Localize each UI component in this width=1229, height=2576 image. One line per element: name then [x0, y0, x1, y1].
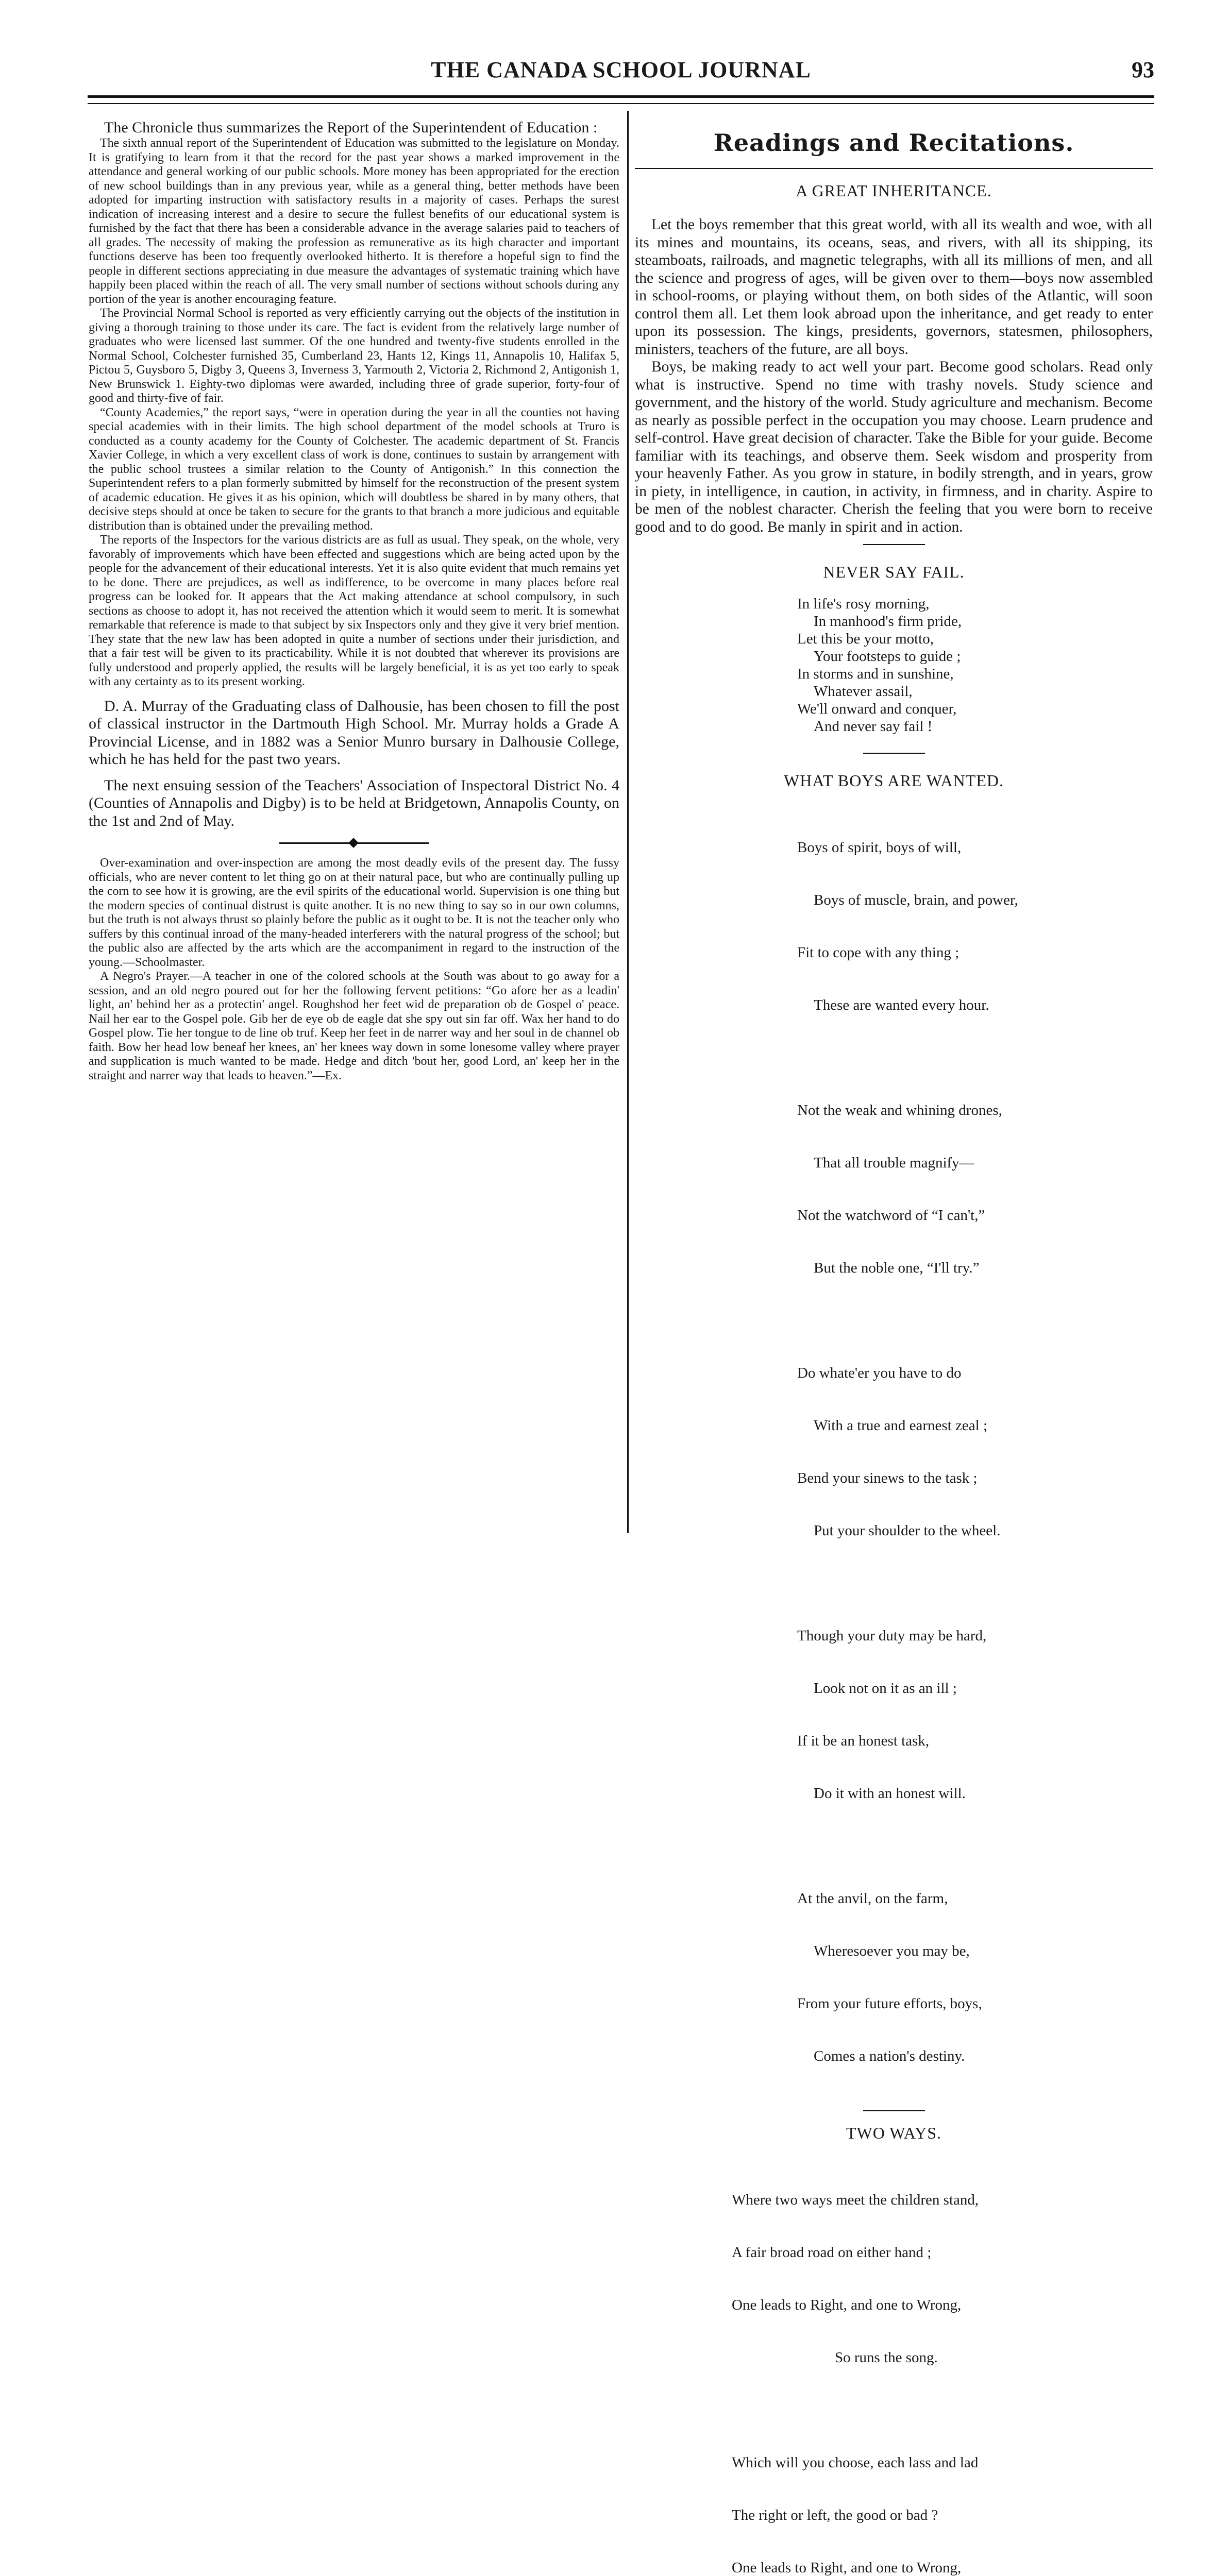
poem-two-ways — [732, 2156, 1153, 2576]
poem-line: One leads to Right, and one to Wrong, — [732, 2297, 962, 2313]
poem-line: We'll onward and conquer, — [797, 701, 957, 717]
journal-title: THE CANADA SCHOOL JOURNAL — [431, 57, 811, 82]
report-paragraph: The Provincial Normal School is reported as very efficiently carrying out the objects of the institution in giving a thorough training to those under its care. The fact is evident from the relatively large number of graduates who were licensed last summer. Of the one hundred and twenty-five students enrolled in the Normal School, Colchester furnished 35, Cumberland 23, Hants 12, Kings 11, Annapolis 10, Halifax 5, Pictou 5, Guysboro 5, Digby 3, Queens 3, Inverness 3, Yarmouth 2, Victoria 2, Richmond 2, Antigonish 1, New Brunswick 1. Eighty-two diplomas were awarded, including three of grade superior, forty-four of good and thirty-five of fair. — [89, 307, 619, 405]
heading-rule — [863, 753, 925, 754]
poem-line: That all trouble magnify— — [814, 1155, 974, 1171]
poem-line: The right or left, the good or bad ? — [732, 2507, 938, 2523]
poem-line: Not the watchword of “I can't,” — [797, 1207, 985, 1224]
poem-line: So runs the song. — [835, 2349, 938, 2366]
poem-never-say-fail — [797, 595, 1153, 735]
poem-line: Boys of spirit, boys of will, — [797, 839, 962, 856]
header-rule-thin — [88, 103, 1154, 104]
poem-line: Boys of muscle, brain, and power, — [814, 892, 1018, 908]
poem-line: In manhood's firm pride, — [814, 613, 962, 630]
poem-line: Not the weak and whining drones, — [797, 1102, 1002, 1118]
poem-line: With a true and earnest zeal ; — [814, 1417, 987, 1434]
heading-rule — [863, 2110, 925, 2111]
report-paragraph: The sixth annual report of the Superintendent of Education was submitted to the legislature on Monday. It is gratifying to learn from it that the record for the past year shows a marked improvement in the attendance and general working of our public schools. More money has been appropriated for the erection of new school buildings than in any previous year, while as a general thing, better methods have been adopted for imparting instruction with satisfactory results in a majority of cases. Perhaps the surest indication of increasing interest and a desire to secure the fullest benefits of our educational system is furnished by the fact that there has been a considerable advance in the average salaries paid to teachers of all grades. The necessity of making the profession as remunerative as its high character and important functions deserve has been too frequently overlooked hitherto. It is therefore a hopeful sign to find the people in different sections appreciating in due measure the advantages of systematic training which have happily been placed within the reach of all. The very small number of sections without schools during any portion of the year is another encouraging feature. — [89, 137, 619, 306]
negro-prayer-paragraph: A Negro's Prayer.—A teacher in one of the colored schools at the South was about to go away for a session, and an old negro poured out for her the following fervent petitions: “Go afore her as a leadin' light, an' behind her as a protectin' angel. Roughshod her feet wid de preparation ob de Gospel o' peace. Nail her ear to the Gospel pole. Gib her de eye ob de eagle dat she spy out sin far off. Wax her hand to do Gospel plow. Tie her tongue to de line ob truf. Keep her feet in de narrer way and her soul in de channel ob faith. Bow her head low beneaf her knees, an' her knees way down in some lonesome valley where prayer and supplication is much wanted to be made. Hedge and ditch 'bout her, good Lord, an' keep her in the straight and narrer way that leads to heaven.”—Ex. — [89, 970, 619, 1082]
right-column — [635, 118, 1153, 2576]
inheritance-paragraph: Boys, be making ready to act well your part. Become good scholars. Read only what is instructive. Spend no time with trashy novels. Study science and government, and the history of the world. Study agriculture and mechanism. Become as nearly as possible perfect in the occupation you may choose. Learn prudence and self-control. Have great decision of character. Take the Bible for your guide. Become familiar with its teachings, and observe them. Seek wisdom and prosperity from your heavenly Father. As you grow in stature, in bodily strength, and in years, grow in piety, in intelligence, in caution, in activity, in firmness, and in charity. Aspire to be men of the noblest character. Cherish the feeling that you were born to receive good and to do good. Be manly in spirit and in action. — [635, 359, 1153, 535]
poem-line: Comes a nation's destiny. — [814, 2048, 965, 2064]
poem-heading: WHAT BOYS ARE WANTED. — [784, 771, 1004, 790]
poem-what-boys-are-wanted — [797, 804, 1153, 2100]
poem-line: At the anvil, on the farm, — [797, 1890, 948, 1907]
poem-line: Look not on it as an ill ; — [814, 1680, 957, 1697]
inheritance-paragraph: Let the boys remember that this great world, with all its wealth and woe, with all its mines and mountains, its oceans, seas, and rivers, with all its shipping, its steamboats, railroads, and magnetic telegraphs, with all its millions of men, and all the science and progress of ages, will be given over to them—boys now assembled in school-rooms, or playing without them, on both sides of the Atlantic, will soon control them all. Let them look abroad upon the inheritance, and get ready to enter upon its possession. The kings, presidents, governors, statesmen, philosophers, ministers, teachers of the future, are all boys. — [635, 216, 1153, 358]
murray-notice: D. A. Murray of the Graduating class of Dalhousie, has been chosen to fill the post of classical instructor in the Dartmouth High School. Mr. Murray holds a Grade A Provincial License, and in 1882 was a Senior Munro bursary in Dalhousie College, which he has held for the past two years. — [89, 697, 619, 768]
page-number: 93 — [1132, 57, 1154, 82]
poem-line: A fair broad road on either hand ; — [732, 2244, 932, 2261]
overexamination-paragraph: Over-examination and over-inspection are among the most deadly evils of the present day. The fussy officials, who are never content to let thing go on at their natural pace, but who are continually pulling up the corn to see how it is growing, are the evil spirits of the educational world. Supervision is one thing but the modern species of continual distrust is quite another. It is no new thing to say so in our own columns, but the truth is not always thrust so plainly before the public as it ought to be. It is not the teacher only who suffers by this continual inroad of the many-headed interferers with the natural progress of the school; but the public also are affected by the arts which are the accompaniment in regard to the instruction of the young.—Schoolmaster. — [89, 856, 619, 969]
poem-line: Where two ways meet the children stand, — [732, 2192, 979, 2208]
page-header — [88, 57, 1154, 88]
header-rule — [88, 95, 1154, 98]
heading-rule — [863, 544, 925, 545]
poem-line: Fit to cope with any thing ; — [797, 944, 959, 961]
poem-stanza — [732, 2156, 1153, 2401]
poem-line: In storms and in sunshine, — [797, 666, 954, 682]
report-paragraph: The reports of the Inspectors for the various districts are as full as usual. They speak, on the whole, very favorably of improvements which have been effected and suggestions which are being acted upon by the people for the advancement of their educational interests. Yet it is also quite evident that much remains yet to be done. There are prejudices, as well as indifference, to be overcome in many places before real progress can be looked for. It appears that the Act making attendance at school compulsory, in such sections as choose to adopt it, has not received the attention which it would seem to merit. It is somewhat remarkable that reference is made to that subject by six Inspectors only and they give it very brief mention. They state that the new law has been adopted in quite a number of sections under their jurisdiction, and that a fair test will be given to its practicability. While it is not doubted that wherever its provisions are fully understood and properly applied, the results will be largely beneficial, it is as yet too early to speak with any certainty as to its present working. — [89, 533, 619, 688]
poem-line: In life's rosy morning, — [797, 596, 930, 612]
poem-heading: NEVER SAY FAIL. — [823, 563, 965, 581]
left-column — [89, 118, 619, 1083]
poem-line: Though your duty may be hard, — [797, 1628, 987, 1644]
poem-line: From your future efforts, boys, — [797, 1995, 982, 2012]
ornamental-divider — [279, 842, 429, 844]
poem-stanza — [797, 1855, 1153, 2100]
chronicle-intro: The Chronicle thus summarizes the Report of the Superintendent of Education : — [104, 119, 598, 136]
section-title: Readings and Recitations. — [713, 129, 1074, 157]
article-heading: A GREAT INHERITANCE. — [796, 181, 992, 200]
poem-line: But the noble one, “I'll try.” — [814, 1260, 980, 1276]
poem-line: Put your shoulder to the wheel. — [814, 1522, 1001, 1539]
poem-line: Wheresoever you may be, — [814, 1943, 970, 1959]
association-notice: The next ensuing session of the Teachers' Association of Inspectoral District No. 4 (Counties of Annapolis and Digby) is to be held at Bridgetown, Annapolis County, on the 1st and 2nd of May. — [89, 776, 619, 829]
poem-line: Let this be your motto, — [797, 631, 934, 647]
poem-line: Do whate'er you have to do — [797, 1365, 962, 1381]
poem-stanza — [797, 804, 1153, 1049]
poem-stanza — [797, 1066, 1153, 1312]
poem-heading: TWO WAYS. — [846, 2124, 941, 2142]
poem-line: If it be an honest task, — [797, 1733, 930, 1749]
poem-line: One leads to Right, and one to Wrong, — [732, 2560, 962, 2576]
poem-stanza — [732, 2419, 1153, 2576]
poem-line: Which will you choose, each lass and lad — [732, 2454, 979, 2471]
poem-line: Do it with an honest will. — [814, 1785, 966, 1802]
poem-line: Your footsteps to guide ; — [814, 648, 961, 665]
poem-line: Whatever assail, — [814, 683, 913, 700]
poem-stanza — [797, 1329, 1153, 1574]
poem-line: These are wanted every hour. — [814, 997, 989, 1013]
poem-line: Bend your sinews to the task ; — [797, 1470, 978, 1486]
section-rule — [635, 168, 1153, 169]
poem-line: And never say fail ! — [814, 718, 933, 735]
report-paragraph: “County Academies,” the report says, “were in operation during the year in all the counties not having special academies with in their limits. The high school department of the model schools at Truro is conducted as a county academy for the County of Colchester. The academic department of St. Francis Xavier College, in which a very excellent class of work is done, continues to sustain by arrangement with the public school trustees a similar relation to the County of Antigonish.” In this connection the Superintendent refers to a plan formerly submitted by himself for the reconstruction of the present system of academic education. He gives it as his opinion, which will doubtless be shared in by many others, that decisive steps should at once be taken to secure for the grants to that branch a more judicious and equitable distribution than is obtained under the prevailing method. — [89, 405, 619, 533]
poem-stanza — [797, 1592, 1153, 1837]
column-divider — [627, 111, 629, 1533]
